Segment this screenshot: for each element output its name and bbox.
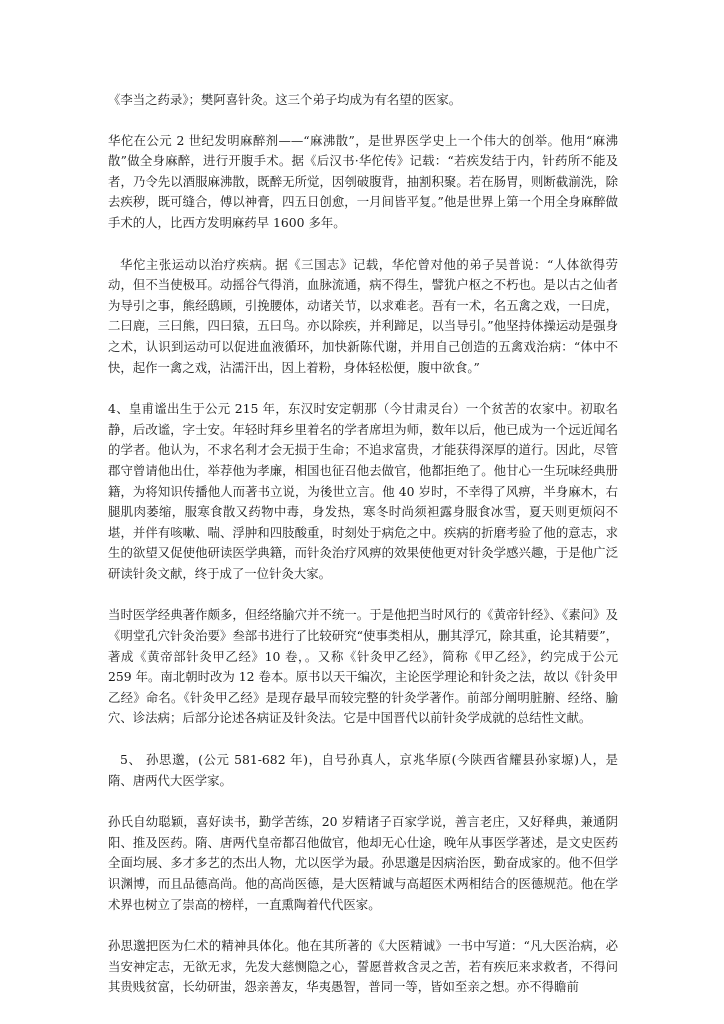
paragraph-jiayi-jing: 当时医学经典著作颇多，但经络腧穴并不统一。于是他把当时风行的《黄帝针经》、《素问》及《明堂孔穴针灸治要》叁部书进行了比较研究“使事类相从，删其浮冗，除其重，论其精要”，著成《黄帝部针灸甲乙经》10 卷，。又称《针灸甲乙经》，简称《甲乙经》，约完成于公元 259 年。南北朝时改为 12 卷本。原书以天干编次，主论医学理论和针灸之法，故以《针灸甲乙经》命名。《针灸甲乙经》是现存最早而较完整的针灸学著作。前部分阐明脏腑、经络、腧穴、诊法病；后部分论述各病证及针灸法。它是中国晋代以前针灸学成就的总结性文献。 bbox=[108, 607, 618, 726]
paragraph-sun-simiao-intro: 5、 孙思邈，(公元 581-682 年)，自号孙真人，京兆华原(今陕西省耀县孙家塬)人，是隋、唐两代大医学家。 bbox=[108, 752, 618, 788]
paragraph-anesthesia: 华佗在公元 2 世纪发明麻醉剂——“麻沸散”，是世界医学史上一个伟大的创举。他用“麻沸散”做全身麻醉，进行开腹手术。据《后汉书·华佗传》记载：“若疾发结于内，针药所不能及者，乃令先以酒服麻沸散，既醉无所觉，因刳破腹背，抽割积聚。若在肠胃，则断截湔洗，除去疾秽，既可缝合，傅以神膏，四五日创愈，一月间皆平复。”他是世界上第一个用全身麻醉做手术的人，比西方发明麻药早 1600 多年。 bbox=[108, 132, 618, 230]
paragraph-huangfu-mi: 4、皇甫谧出生于公元 215 年，东汉时安定朝那（今甘肃灵台）一个贫苦的农家中。初取名静，后改谧，字士安。年轻时拜乡里着名的学者席坦为师，数年以后，他已成为一个远近闻名的学者。他认为，不求名利才会无损于生命；不追求富贵，才能获得深厚的道行。因此，尽管郡守曾请他出仕，举荐他为孝廉，相国也征召他去做官，他都拒绝了。他甘心一生玩味经典册籍，为将知识传播他人而著书立说，为後世立言。他 40 岁时，不幸得了风痹，半身麻木，右腿肌肉萎缩，服寒食散又药物中毒，身发热，寒冬时尚须袒露身服食冰雪，夏天则更烦闷不堪，并伴有咳嗽、喘、浮肿和四肢酸重，时刻处于病危之中。疾病的折磨考验了他的意志，求生的欲望又促使他研读医学典籍，而针灸治疗风痹的效果使他更对针灸学感兴趣，于是他广泛研读针灸文献，终于成了一位针灸大家。 bbox=[108, 401, 618, 581]
document-page bbox=[108, 90, 618, 1019]
paragraph-pupils: 《李当之药录》；樊阿喜针灸。这三个弟子均成为有名望的医家。 bbox=[108, 92, 462, 107]
paragraph-exercise: 华佗主张运动以治疗疾病。据《三国志》记载，华佗曾对他的弟子吴普说：“人体欲得劳动，但不当使极耳。动摇谷气得消，血脉流通，病不得生，譬犹户枢之不朽也。是以古之仙者为导引之事，熊经鸱顾，引挽腰体，动诸关节，以求难老。吾有一术，名五禽之戏，一曰虎，二曰鹿，三曰熊，四曰猿，五曰鸟。亦以除疾，并利蹄足，以当导引。”他坚持体操运动是强身之术，认识到运动可以促进血液循环，加快新陈代谢，并用自己创造的五禽戏治病：“体中不快，起作一禽之戏，沾濡汗出，因上着粉，身体轻松便，腹中欲食。” bbox=[108, 256, 618, 375]
paragraph-sun-simiao-ethics: 孙思邈把医为仁术的精神具体化。他在其所著的《大医精诚》一书中写道：“凡大医治病，必当安神定志，无欲无求，先发大慈恻隐之心，誓愿普救含灵之苦，若有疾厄来求救者，不得问其贵贱贫富，长幼研蚩，怨亲善友，华夷愚智，普同一等，皆如至亲之想。亦不得瞻前 bbox=[108, 938, 618, 995]
paragraph-sun-simiao-life: 孙氏自幼聪颖，喜好读书，勤学苦练，20 岁精诸子百家学说，善言老庄，又好释典，兼通阴阳、推及医药。隋、唐两代皇帝都召他做官，他却无心仕途，晚年从事医学著述，是文史医药全面均展、多才多艺的杰出人物，尤以医学为最。孙思邈是因病治医，勤奋成家的。他不但学识渊博，而且品德高尚。他的高尚医德，是大医精诚与高超医术两相结合的医德规范。他在学术界也树立了崇高的榜样，一直熏陶着代代医家。 bbox=[108, 814, 618, 912]
